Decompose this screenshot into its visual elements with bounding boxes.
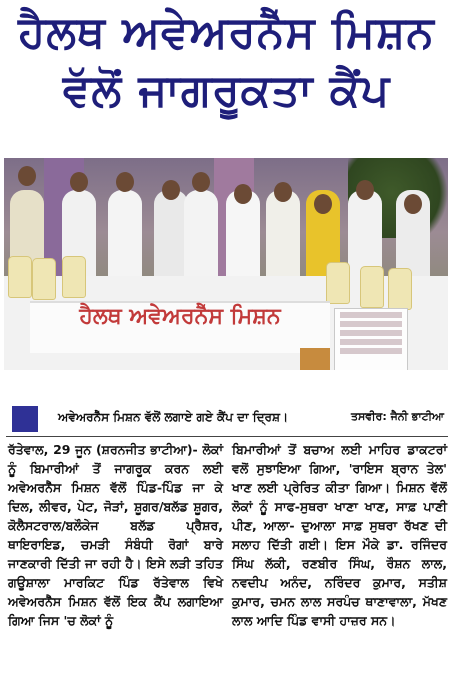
photo-credit: ਤਸਵੀਰ: ਜੈਨੀ ਭਾਟੀਆ: [350, 410, 444, 423]
person-head: [356, 180, 374, 200]
divider: [6, 436, 448, 437]
person-head: [314, 194, 332, 214]
person-head: [116, 172, 134, 192]
poster-row: [340, 312, 402, 318]
poster-row: [340, 339, 402, 345]
banner-text: ਹੈਲਥ ਅਵੇਅਰਨੈੱਸ ਮਿਸ਼ਨ: [79, 304, 281, 329]
oil-bottle: [62, 256, 86, 298]
person-head: [18, 166, 36, 186]
poster-row: [340, 330, 402, 336]
article-column-left: [8, 440, 223, 630]
oil-bottle: [388, 268, 412, 310]
photo-caption: [8, 406, 448, 432]
person-head: [70, 172, 88, 192]
headline-line-2: ਵੱਲੋਂ ਜਾਗਰੂਕਤਾ ਕੈਂਪ: [62, 65, 391, 116]
poster-row: [340, 321, 402, 327]
news-photo: [4, 158, 448, 370]
poster: [334, 308, 408, 370]
person-head: [162, 180, 180, 200]
oil-bottle: [8, 256, 32, 298]
person-head: [192, 172, 210, 192]
oil-bottle: [32, 258, 56, 300]
headline-line-1: ਹੈਲਥ ਅਵੇਅਰਨੈੱਸ ਮਿਸ਼ਨ: [18, 7, 435, 58]
cardboard-box: [300, 348, 330, 370]
caption-text: ਅਵੇਅਰਨੈੱਸ ਮਿਸ਼ਨ ਵੱਲੋਂ ਲਗਾਏ ਗਏ ਕੈਂਪ ਦਾ ਦ੍ਰਿਸ਼।: [58, 410, 289, 424]
caption-marker: [12, 406, 38, 432]
article-text-left: ਰੱਤੇਵਾਲ, 29 ਜੂਨ (ਸ਼ਰਨਜੀਤ ਭਾਟੀਆ)- ਲੋਕਾਂ ਨੂੰ ਬਿਮਾਰੀਆਂ ਤੋਂ ਜਾਗਰੂਕ ਕਰਨ ਲਈ ਅਵੇਅਰਨੈੱਸ ਮਿਸ਼ਨ ਵੱਲੋਂ ਪਿੰਡ-ਪਿੰਡ ਜਾ ਕੇ ਦਿਲ, ਲੀਵਰ, ਪੇਟ, ਜੋੜਾਂ, ਸ਼ੂਗਰ/ਬਲੱਡ ਸ਼ੂਗਰ, ਕੋਲੈਸਟਰਾਲ/ਬਲੌਕੇਜ ਬਲੱਡ ਪ੍ਰੈਸ਼ਰ, ਥਾਇਰਾਇਡ, ਚਮੜੀ ਸੰਬੰਧੀ ਰੋਗਾਂ ਬਾਰੇ ਜਾਣਕਾਰੀ ਦਿੱਤੀ ਜਾ ਰਹੀ ਹੈ। ਇਸੇ ਲੜੀ ਤਹਿਤ ਗਊਸ਼ਾਲਾ ਮਾਰਕਿਟ ਪਿੰਡ ਰੱਤੇਵਾਲ ਵਿਖੇ ਅਵੇਅਰਨੈੱਸ ਮਿਸ਼ਨ ਵੱਲੋਂ ਇਕ ਕੈਂਪ ਲਗਾਇਆ ਗਿਆ ਜਿਸ 'ਚ ਲੋਕਾਂ ਨੂੰ: [8, 442, 223, 628]
person-head: [274, 182, 292, 202]
article-text-right: ਬਿਮਾਰੀਆਂ ਤੋਂ ਬਚਾਅ ਲਈ ਮਾਹਿਰ ਡਾਕਟਰਾਂ ਵਲੋਂ ਸੁਝਾਇਆ ਗਿਆ, 'ਰਾਇਸ ਬ੍ਰਾਨ ਤੇਲ' ਖਾਣ ਲਈ ਪ੍ਰੇਰਿਤ ਕੀਤਾ ਗਿਆ। ਮਿਸ਼ਨ ਵੱਲੋਂ ਲੋਕਾਂ ਨੂੰ ਸਾਫ-ਸੁਥਰਾ ਖਾਣਾ ਖਾਣ, ਸਾਫ਼ ਪਾਣੀ ਪੀਣ, ਆਲਾ- ਦੁਆਲਾ ਸਾਫ਼ ਸੁਥਰਾ ਰੱਖਣ ਦੀ ਸਲਾਹ ਦਿੱਤੀ ਗਈ। ਇਸ ਮੌਕੇ ਡਾ. ਰਜਿੰਦਰ ਸਿੰਘ ਲੱਕੀ, ਰਣਬੀਰ ਸਿੰਘ, ਰੌਸ਼ਨ ਲਾਲ, ਨਵਦੀਪ ਅਨੰਦ, ਨਰਿੰਦਰ ਕੁਮਾਰ, ਸਤੀਸ਼ ਕੁਮਾਰ, ਚਮਨ ਲਾਲ ਸਰਪੰਚ ਥਾਣਾਵਾਲਾ, ਮੱਖਣ ਲਾਲ ਆਦਿ ਪਿੰਡ ਵਾਸੀ ਹਾਜ਼ਰ ਸਨ।: [232, 442, 447, 628]
poster-row: [340, 348, 402, 354]
article-column-right: [232, 440, 447, 630]
person-head: [404, 194, 422, 214]
person-head: [234, 184, 252, 204]
oil-bottle: [326, 262, 350, 304]
oil-bottle: [360, 266, 384, 308]
headline: [0, 4, 453, 120]
